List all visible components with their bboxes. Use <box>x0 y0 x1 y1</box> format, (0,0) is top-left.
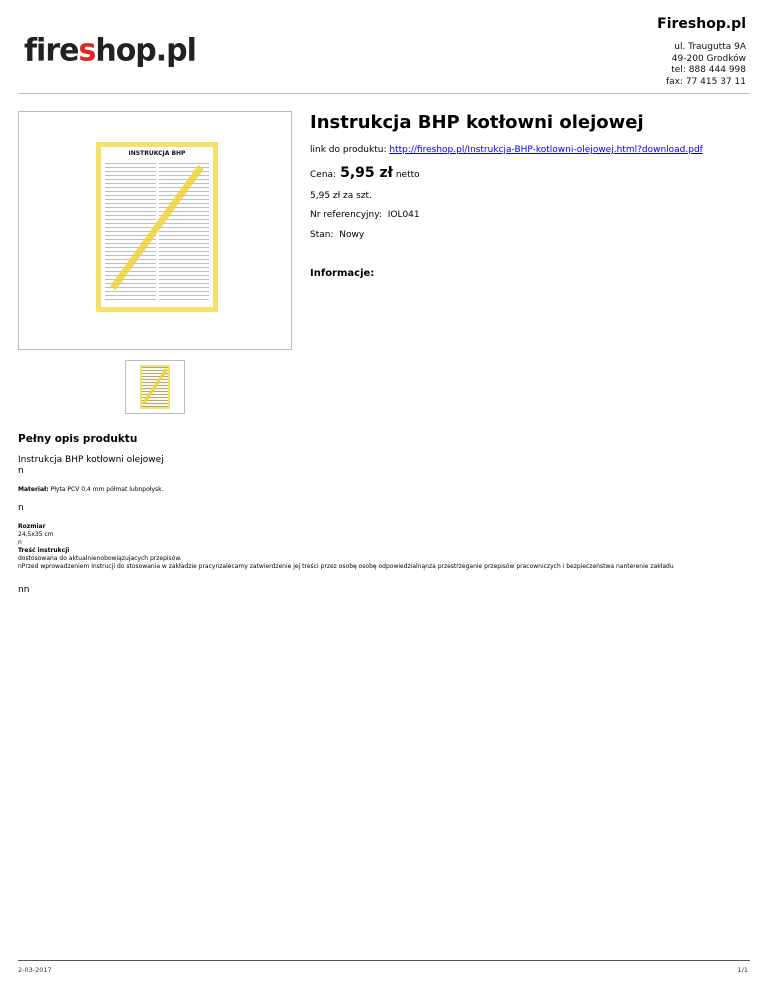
size-value: 24,5x35 cm <box>18 531 54 538</box>
footer-page-number: 1/1 <box>737 966 748 974</box>
description-text: n <box>18 503 24 513</box>
description-details <box>18 523 758 571</box>
product-image[interactable] <box>96 142 218 312</box>
price-per-unit: 5,95 zł za szt. <box>310 191 372 201</box>
address-line: fax: 77 415 37 11 <box>665 76 746 87</box>
description-text: nn <box>18 585 30 595</box>
content-line: dostosowana do aktualnienobowiązujacych przepisów. <box>18 555 182 562</box>
description-heading: Pełny opis produktu <box>18 433 138 445</box>
product-link-line <box>310 145 703 155</box>
site-logo[interactable]: fireshop.pl <box>24 32 196 69</box>
material-value: Płyta PCV 0,4 mm półmat lubnpołysk. <box>50 486 164 493</box>
price-suffix: netto <box>395 170 420 180</box>
description-text: n <box>18 466 24 476</box>
price-value: 5,95 zł <box>340 165 393 181</box>
description-product-name: Instrukcja BHP kotłowni olejowej <box>18 455 164 465</box>
shop-address <box>546 42 746 88</box>
state-value: Nowy <box>339 230 365 240</box>
address-line: 49-200 Grodków <box>671 53 746 64</box>
size-label: Rozmiar <box>18 523 46 530</box>
footer-date: 2-03-2017 <box>18 966 52 974</box>
content-label: Treść instrukcji <box>18 547 70 554</box>
material-line <box>18 486 164 494</box>
sign-title: INSTRUKCJA BHP <box>128 150 186 157</box>
price-line <box>310 165 420 181</box>
shop-name: Fireshop.pl <box>657 16 746 32</box>
product-thumbnail[interactable] <box>125 360 185 414</box>
material-label: Materiał: <box>18 486 49 493</box>
reference-line <box>310 210 420 220</box>
address-line: ul. Traugutta 9A <box>674 42 746 52</box>
address-line: tel: 888 444 998 <box>671 65 746 75</box>
ref-value: IOL041 <box>387 210 420 220</box>
state-line <box>310 230 364 240</box>
product-link-label: link do produktu: <box>310 145 387 155</box>
header-divider <box>18 93 750 94</box>
info-heading: Informacje: <box>310 268 375 279</box>
state-label: Stan: <box>310 230 334 240</box>
description-text: n <box>18 539 22 546</box>
ref-label: Nr referencyjny: <box>310 210 382 220</box>
content-line: nPrzed wprowadzeniem instrucji do stosowania w zakładzie pracynzalecamy zatwierdzenie jej treści przez osobę osobę odpowiedzialnąnza przestrzeganie przepisów pracowniczych i bezpieczeństwa nanterenie zakładu <box>18 563 674 570</box>
product-title: Instrukcja BHP kotłowni olejowej <box>310 112 644 133</box>
product-link[interactable]: http://fireshop.pl/Instrukcja-BHP-kotlowni-olejowej.html?download.pdf <box>389 145 703 155</box>
price-label: Cena: <box>310 170 337 180</box>
footer-divider <box>18 960 750 961</box>
